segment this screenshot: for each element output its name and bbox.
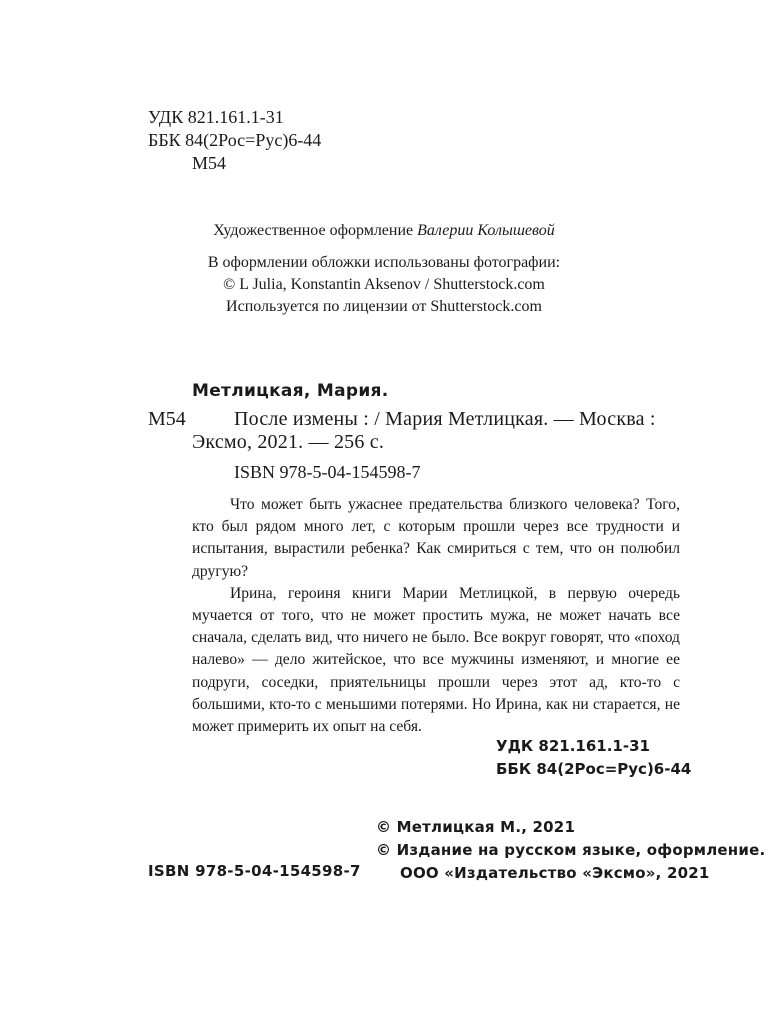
footer-udk: УДК 821.161.1-31 — [496, 737, 650, 755]
author-mark: М54 — [192, 153, 227, 173]
copyright-publisher: ООО «Издательство «Эксмо», 2021 — [400, 864, 710, 882]
art-design-prefix: Художественное оформление — [213, 222, 414, 239]
art-design-credit — [0, 220, 768, 242]
annotation-paragraph: Ирина, героиня книги Марии Метлицкой, в первую очередь мучается от того, что не может простить мужа, не может начать все сначала, сделать вид, что ничего не было. Все вокруг говорят, что «поход налево» — дело житейское, что все мужчины изменяют, и многие ее подруги, соседки, приятельницы прошли через этот ад, кто-то с большими, кто-то с меньшими потерями. Но Ирина, как ни старается, не может примерить их опыт на себя. — [192, 584, 680, 736]
copyright-edition: © Издание на русском языке, оформление. — [376, 841, 766, 859]
footer-classification — [496, 735, 691, 781]
footer-isbn: ISBN 978-5-04-154598-7 — [148, 862, 361, 880]
copyright-block — [376, 816, 765, 885]
photographers-line: © L Julia, Konstantin Aksenov / Shutterstock.com — [223, 276, 545, 293]
license-line: Используется по лицензии от Shutterstock.com — [226, 298, 542, 315]
cover-photos-line: В оформлении обложки использованы фотографии: — [207, 254, 561, 271]
catalog-title-line-1: После измены : / Мария Метлицкая. — Москва : — [234, 408, 656, 430]
catalog-author-mark: М54 — [148, 408, 186, 430]
art-designer-name: Валерии Колышевой — [417, 222, 555, 239]
annotation — [192, 494, 680, 738]
copyright-author: © Метлицкая М., 2021 — [376, 818, 576, 836]
classification-block — [148, 106, 321, 175]
catalog-title-line-2: Эксмо, 2021. — 256 с. — [192, 431, 385, 453]
bbk-code: ББК 84(2Рос=Рус)6-44 — [148, 130, 322, 150]
catalog-author: Метлицкая, Мария. — [192, 381, 389, 401]
annotation-paragraph: Что может быть ужаснее предательства близкого человека? Того, кто был рядом много лет, с которым прошли через все трудности и испытания, вырастили ребенка? Как смириться с тем, что он полюбил другую? — [192, 496, 680, 580]
credits-block — [0, 220, 768, 318]
footer-bbk: ББК 84(2Рос=Рус)6-44 — [496, 760, 692, 778]
catalog-isbn: ISBN 978-5-04-154598-7 — [234, 462, 421, 482]
udk-code: УДК 821.161.1-31 — [148, 107, 284, 127]
